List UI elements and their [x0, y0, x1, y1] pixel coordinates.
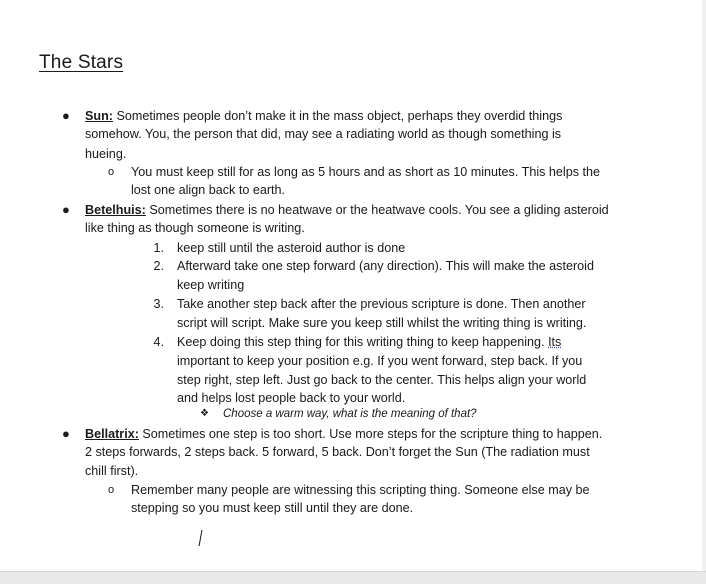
text-cursor[interactable] [199, 530, 203, 546]
spelling-flag: Its [548, 335, 562, 349]
note-text: Choose a warm way, what is the meaning of that? [223, 408, 477, 420]
step-4-line-1 [177, 333, 561, 351]
page-right-edge [702, 0, 706, 584]
step-3-line-2: script will script. Make sure you keep still whilst the writing thing is writing. [177, 316, 587, 330]
bellatrix-text-1: Sometimes one step is too short. Use more steps for the scripture thing to happen. [138, 427, 603, 441]
sun-line-1 [85, 107, 562, 125]
bullet-icon: ● [62, 108, 70, 123]
step-4-line-3: step right, step left. Just go back to the center. This helps align your world [177, 373, 587, 387]
step-4-text: Keep doing this step thing for this writing thing to keep happening. [177, 335, 545, 349]
hollow-bullet-icon: o [108, 166, 115, 178]
sun-text-1: Sometimes people don’t make it in the mass object, perhaps they overdid things [112, 109, 563, 123]
bellatrix-label: Bellatrix: [85, 427, 139, 441]
bellatrix-sub-line-2: stepping so you must keep still until they are done. [131, 501, 414, 515]
bellatrix-line-3: chill first). [85, 464, 139, 478]
bellatrix-sub-line-1: Remember many people are witnessing this scripting thing. Someone else may be [131, 483, 590, 497]
step-number: 1. [153, 241, 164, 255]
betelhuis-text-1: Sometimes there is no heatwave or the heatwave cools. You see a gliding asteroid [145, 203, 609, 217]
diamond-bullet-icon: ❖ [200, 408, 209, 419]
sun-sub-line-1: You must keep still for as long as 5 hours and as short as 10 minutes. This helps the [131, 165, 601, 179]
sun-line-2: somehow. You, the person that did, may see a radiating world as though something is [85, 127, 562, 141]
betelhuis-line-1 [85, 201, 609, 219]
step-2-line-1: Afterward take one step forward (any direction). This will make the asteroid [177, 259, 594, 273]
step-4-line-4: and helps lost people back to your world. [177, 391, 406, 405]
betelhuis-line-2: like thing as though someone is writing. [85, 221, 305, 235]
step-number: 2. [153, 259, 164, 273]
bullet-icon: ● [62, 202, 70, 217]
sun-sub-line-2: lost one align back to earth. [131, 183, 286, 197]
sun-label: Sun: [85, 109, 113, 123]
betelhuis-label: Betelhuis: [85, 203, 146, 217]
step-3-line-1: Take another step back after the previous scripture is done. Then another [177, 297, 586, 311]
step-1-line-1: keep still until the asteroid author is done [177, 241, 406, 255]
step-number: 4. [153, 335, 164, 349]
bellatrix-line-1 [85, 425, 602, 443]
bellatrix-line-2: 2 steps forwards, 2 steps back. 5 forward, 5 back. Don’t forget the Sun (The radiation must [85, 445, 590, 459]
hollow-bullet-icon: o [108, 484, 115, 496]
page-bottom-edge [0, 571, 706, 584]
step-4-line-2: important to keep your position e.g. If you went forward, step back. If you [177, 354, 583, 368]
step-2-line-2: keep writing [177, 278, 245, 292]
document-title: The Stars [39, 52, 124, 73]
bullet-icon: ● [62, 426, 70, 441]
sun-line-3: hueing. [85, 147, 127, 161]
step-number: 3. [153, 297, 164, 311]
